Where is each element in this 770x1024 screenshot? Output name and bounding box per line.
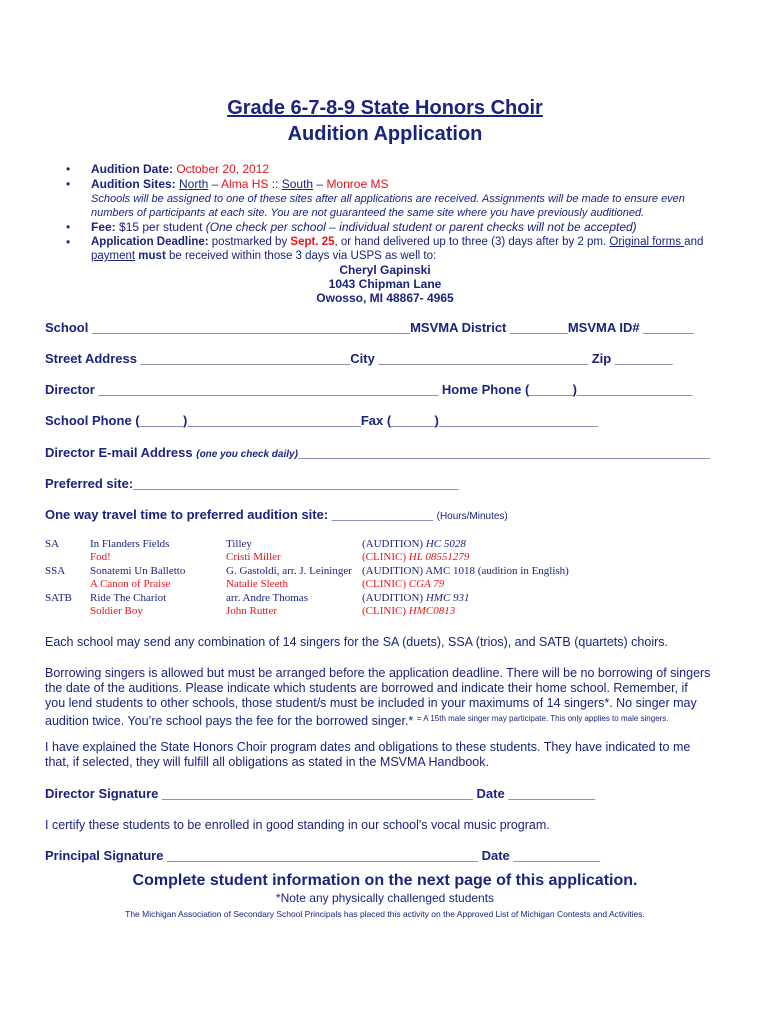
song-code: HC 5028 — [425, 538, 466, 550]
address-name: Cheryl Gapinski — [339, 263, 431, 277]
msassp-note: The Michigan Association of Secondary School Principals has placed this activity on the Approved List of Michigan Contests and Activities. — [125, 909, 645, 919]
director-field[interactable]: Director _______________________________________________ Home Phone (______)________________ — [45, 382, 693, 397]
deadline-cont: payment must be received within those 3 days via USPS as well to: — [91, 250, 437, 262]
certify-paragraph: I certify these students to be enrolled in good standing in our school's vocal music program. — [45, 818, 550, 832]
borrow-line-2: the date of the auditions. Please indicate which students are borrowed and indicate their home school. Remember, if — [45, 681, 688, 695]
address-street: 1043 Chipman Lane — [328, 277, 442, 291]
director-signature-field[interactable]: Director Signature ___________________________________________ Date ____________ — [45, 786, 596, 801]
song-voice: SA — [45, 538, 60, 550]
borrow-line-4: audition twice. You’re school pays the fee for the borrowed singer.* $^{= A 15th male singer may participate. This only applies to male singers.}$ — [45, 714, 669, 728]
preferred-site-field[interactable]: Preferred site:_____________________________________________ — [45, 476, 459, 491]
audition-sites: Audition Sites: North – Alma HS :: South – Monroe MS — [91, 177, 389, 191]
borrow-line-3: you lend students to other schools, those student/s must be included in your maximums of 14 singers*. No singer may — [45, 696, 697, 710]
song-composer: John Rutter — [226, 605, 278, 617]
song-title: Fod! — [90, 551, 111, 564]
song-type: (CLINIC) HMC0813 — [362, 605, 456, 617]
song-code: HL 08551279 — [408, 551, 470, 564]
song-composer: Cristi Miller — [226, 551, 281, 564]
song-type: (CLINIC) HL 08551279 — [362, 551, 470, 564]
song-composer: Natalie Sleeth — [226, 578, 289, 591]
song-title: In Flanders Fields — [90, 538, 170, 550]
fee: Fee: $15 per student (One check per school – individual student or parent checks will not be accepted) — [91, 220, 637, 234]
address-city: Owosso, MI 48867- 4965 — [316, 291, 454, 305]
bullet-dot: • — [66, 162, 71, 176]
song-title: Sonatemi Un Balletto — [90, 564, 186, 577]
explained-line-2: that, if selected, they will fulfill all obligations as stated in the MSVMA Handbook. — [45, 755, 489, 769]
song-type: (AUDITION) HC 5028 — [362, 538, 466, 550]
song-composer: Tilley — [226, 538, 252, 550]
page-subtitle: Audition Application — [287, 123, 483, 145]
song-composer: arr. Andre Thomas — [226, 591, 308, 604]
song-composer: G. Gastoldi, arr. J. Leininger — [226, 564, 352, 577]
song-code: HMC0813 — [408, 605, 456, 617]
sites-note-1: Schools will be assigned to one of these sites after all applications are received. Assignments will be made to ensure even — [91, 193, 685, 205]
song-title: Soldier Boy — [90, 605, 143, 617]
song-code: HMC 931 — [425, 591, 470, 604]
bullet-dot: • — [66, 177, 71, 191]
director-email-field[interactable]: Director E-mail Address (one you check daily)_________________________________________________________ — [45, 445, 711, 460]
song-title: A Canon of Praise — [90, 578, 171, 591]
physically-challenged-note: *Note any physically challenged students — [275, 891, 495, 905]
song-code: AMC 1018 (audition in English) — [425, 564, 569, 577]
song-type: (AUDITION) HMC 931 — [362, 591, 470, 604]
song-code: CGA 79 — [408, 578, 445, 591]
bullet-dot: • — [66, 220, 71, 234]
school-field[interactable]: School ____________________________________________MSVMA District ________MSVMA ID# _______ — [45, 320, 694, 335]
song-voice: SATB — [45, 591, 72, 604]
combo-paragraph: Each school may send any combination of 14 singers for the SA (duets), SSA (trios), and SATB (quartets) choirs. — [45, 635, 668, 649]
song-type: (CLINIC) CGA 79 — [362, 578, 445, 591]
street-address-field[interactable]: Street Address _____________________________City _____________________________ Zip ________ — [45, 351, 673, 366]
song-title: Ride The Chariot — [90, 591, 167, 604]
travel-time-field[interactable]: One way travel time to preferred audition site: ______________ (Hours/Minutes) — [45, 507, 508, 522]
song-voice: SSA — [45, 564, 66, 577]
audition-date: Audition Date: October 20, 2012 — [91, 162, 270, 176]
page-title: Grade 6-7-8-9 State Honors Choir — [227, 97, 543, 119]
borrow-line-1: Borrowing singers is allowed but must be arranged before the application deadline. There will be no borrowing of singers — [45, 666, 711, 680]
explained-line-1: I have explained the State Honors Choir program dates and obligations to these students. They have indicated to me — [45, 740, 691, 754]
principal-signature-field[interactable]: Principal Signature ___________________________________________ Date ____________ — [45, 848, 601, 863]
complete-info-heading: Complete student information on the next page of this application. — [132, 872, 638, 889]
school-phone-field[interactable]: School Phone (______)________________________Fax (______)______________________ — [45, 413, 598, 428]
bullet-dot: • — [66, 235, 71, 249]
application-deadline: Application Deadline: postmarked by Sept. 25, or hand delivered up to three (3) days after by 2 pm. Original forms and — [91, 236, 704, 248]
sites-note-2: numbers of participants at each site. You are not guaranteed the same site where you have previously auditioned. — [91, 207, 645, 219]
song-type: (AUDITION) AMC 1018 (audition in English) — [362, 564, 569, 577]
